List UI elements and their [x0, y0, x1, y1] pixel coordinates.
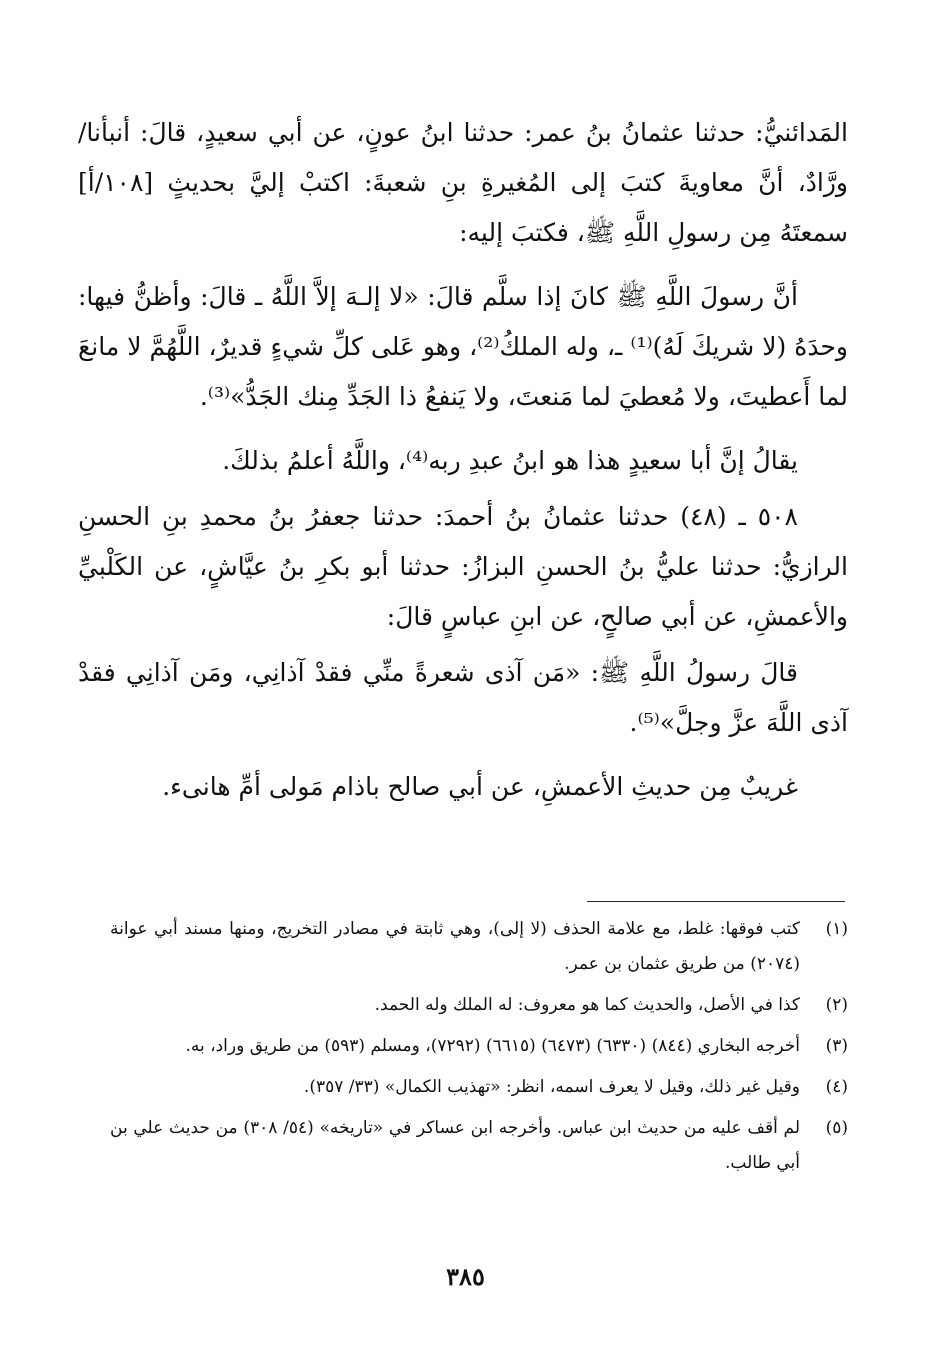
footnote-5 — [110, 1111, 848, 1181]
footnote-number: (٣) — [825, 1036, 848, 1056]
footnote-text: كذا في الأصل، والحديث كما هو معروف: له الملك وله الحمد. — [374, 995, 800, 1015]
paragraph-closing-remark: غريبٌ مِن حديثِ الأعمشِ، عن أبي صالح باذام مَولى أمِّ هانىء. — [162, 772, 798, 801]
footnotes-section — [110, 912, 848, 1187]
paragraph-hadith-508-text: قالَ رسولُ اللَّهِ ﷺ: «مَن آذى شعرةً منِّي فقدْ آذانِي، ومَن آذانِي فقدْ آذى اللَّهَ عزَّ وجلَّ»⁽⁵⁾. — [78, 658, 848, 737]
paragraph-commentary: يقالُ إنَّ أبا سعيدٍ هذا هو ابنُ عبدِ ربه⁽⁴⁾، واللَّهُ أعلمُ بذلكَ. — [222, 446, 798, 475]
footnote-1 — [110, 912, 848, 982]
footnote-2 — [110, 988, 848, 1023]
paragraph-isnad-intro: المَدائنيُّ: حدثنا عثمانُ بنُ عمر: حدثنا ابنُ عونٍ، عن أبي سعيدٍ، قالَ: أنبأنا/ ورَّادٌ، أنَّ معاويةَ كتبَ إلى المُغيرةِ بنِ شعبةَ: اكتبْ إليَّ بحديثٍ [١٠٨/أ] سمعتَهُ مِن رسولِ اللَّهِ ﷺ، فكتبَ إليه: — [78, 118, 848, 247]
main-text-block — [78, 108, 848, 812]
footnote-number: (١) — [825, 919, 848, 939]
footnote-text: كتب فوقها: غلط، مع علامة الحذف (لا إلى)، وهي ثابتة في مصادر التخريج، ومنها مسند أبي عوانة (٢٠٧٤) من طريق عثمان بن عمر. — [110, 919, 800, 974]
footnote-3 — [110, 1029, 848, 1064]
footnote-separator — [587, 901, 845, 902]
footnote-number: (٥) — [825, 1118, 848, 1138]
footnote-number: (٤) — [825, 1077, 848, 1097]
footnote-text: لم أقف عليه من حديث ابن عباس. وأخرجه ابن عساكر في «تاريخه» (٥٤/ ٣٠٨) من حديث علي بن أبي طالب. — [110, 1118, 801, 1173]
footnote-4 — [110, 1070, 848, 1105]
page-number: ٣٨٥ — [446, 1262, 485, 1291]
footnote-number: (٢) — [825, 995, 848, 1015]
paragraph-hadith-508-isnad: ٥٠٨ ـ (٤٨) حدثنا عثمانُ بنُ أحمدَ: حدثنا جعفرُ بنُ محمدِ بنِ الحسنِ الرازيُّ: حدثنا عليُّ بنُ الحسنِ البزازُ: حدثنا أبو بكرِ بنُ عيَّاشٍ، عن الكَلْبيِّ والأعمشِ، عن أبي صالحٍ، عن ابنِ عباسٍ قالَ: — [78, 502, 848, 631]
paragraph-hadith-text: أنَّ رسولَ اللَّهِ ﷺ كانَ إذا سلَّم قالَ: «لا إلـهَ إلاَّ اللَّهُ ـ قالَ: وأظنُّ فيها: وحدَهُ (لا شريكَ لَهُ)⁽¹⁾ ـ، وله الملكُ⁽²⁾، وهو عَلى كلِّ شيءٍ قديرٌ، اللَّهُمَّ لا مانعَ لما أَعطيتَ، ولا مُعطيَ لما مَنعتَ، ولا يَنفعُ ذا الجَدِّ مِنك الجَدُّ»⁽³⁾. — [78, 282, 848, 411]
footnote-text: وقيل غير ذلك، وقيل لا يعرف اسمه، انظر: «تهذيب الكمال» (٣٣/ ٣٥٧). — [303, 1077, 800, 1097]
footnote-text: أخرجه البخاري (٨٤٤) (٦٣٣٠) (٦٤٧٣) (٦٦١٥) (٧٢٩٢)، ومسلم (٥٩٣) من طريق وراد، به. — [185, 1036, 800, 1056]
